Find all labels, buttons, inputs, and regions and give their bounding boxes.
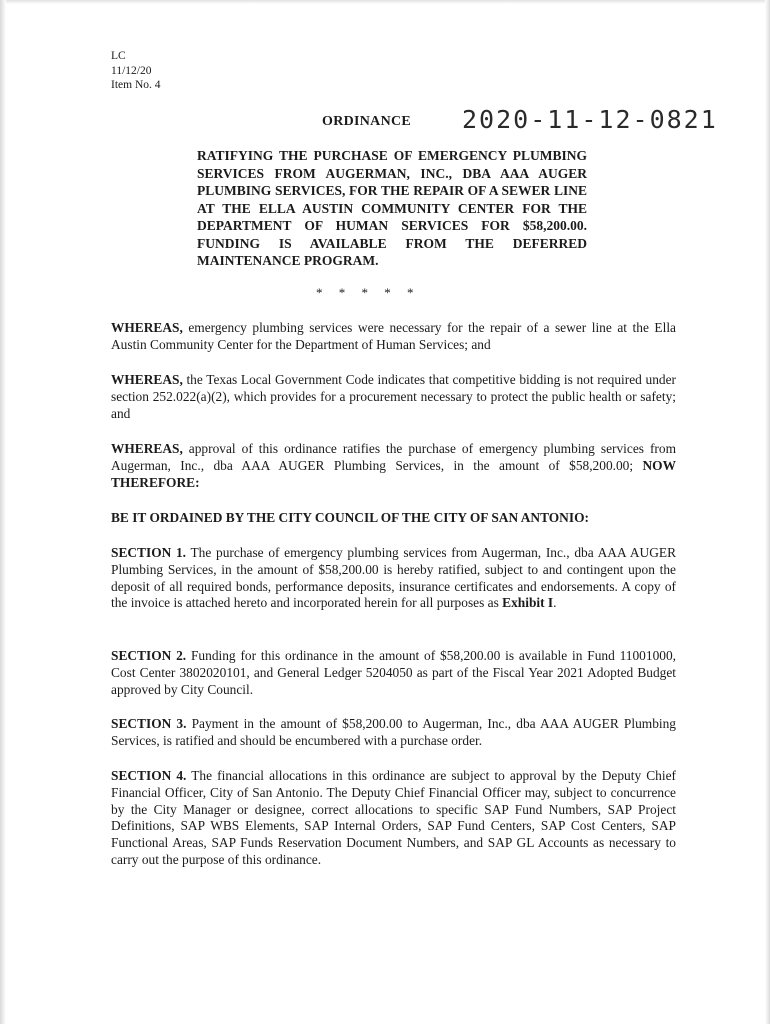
ordinance-label: ORDINANCE	[322, 114, 412, 129]
section-end: .	[553, 595, 557, 611]
header-item-number: Item No. 4	[111, 79, 161, 91]
whereas-clause-2	[111, 372, 676, 422]
whereas-clause-3	[111, 441, 676, 491]
whereas-text: approval of this ordinance ratifies the purchase of emergency plumbing services from Augerman, Inc., dba AAA AUGER Plumbing Services, in the amount of $58,200.00;	[111, 441, 676, 473]
section-text: The purchase of emergency plumbing services from Augerman, Inc., dba AAA AUGER Plumbing Services, in the amount of $58,200.00 is hereby ratified, subject to and contingent upon the deposit of all required bonds, performance deposits, insurance certificates and endorsements. A copy of the invoice is attached hereto and incorporated herein for all purposes as	[111, 545, 676, 611]
whereas-text: the Texas Local Government Code indicates that competitive bidding is not required under section 252.022(a)(2), which provides for a procurement necessary to protect the public health or safety; and	[111, 372, 676, 421]
exhibit-reference: Exhibit I	[502, 595, 554, 611]
section-4	[111, 768, 676, 869]
section-separator: * * * * *	[316, 285, 414, 300]
section-text: Funding for this ordinance in the amount of $58,200.00 is available in Fund 11001000, Cost Center 3802020101, and General Ledger 5204050 as part of the Fiscal Year 2021 Adopted Budget approved by City Council.	[111, 648, 677, 697]
header-initials: LC	[111, 50, 126, 62]
section-text: The financial allocations in this ordinance are subject to approval by the Deputy Chief Financial Officer, City of San Antonio. The Deputy Chief Financial Officer may, subject to concurrence by the City Manager or designee, correct allocations to specific SAP Fund Numbers, SAP Project Definitions, SAP WBS Elements, SAP Internal Orders, SAP Fund Centers, SAP Cost Centers, SAP Functional Areas, SAP Funds Reservation Document Numbers, and SAP GL Accounts as necessary to carry out the purpose of this ordinance.	[111, 768, 676, 867]
section-text: Payment in the amount of $58,200.00 to Augerman, Inc., dba AAA AUGER Plumbing Services, is ratified and should be encumbered with a purchase order.	[111, 716, 676, 748]
whereas-lead: WHEREAS,	[111, 441, 183, 456]
section-3	[111, 716, 676, 750]
header-meta	[111, 49, 161, 93]
section-lead: SECTION 3.	[111, 716, 187, 731]
whereas-lead: WHEREAS,	[111, 320, 183, 335]
ordinance-caption: RATIFYING THE PURCHASE OF EMERGENCY PLUMBING SERVICES FROM AUGERMAN, INC., DBA AAA AUGER PLUMBING SERVICES, FOR THE REPAIR OF A SEWER LINE AT THE ELLA AUSTIN COMMUNITY CENTER FOR THE DEPARTMENT OF HUMAN SERVICES FOR $58,200.00. FUNDING IS AVAILABLE FROM THE DEFERRED MAINTENANCE PROGRAM.	[197, 148, 587, 268]
section-lead: SECTION 1.	[111, 545, 187, 560]
enactment-clause: BE IT ORDAINED BY THE CITY COUNCIL OF THE CITY OF SAN ANTONIO:	[111, 510, 589, 525]
now-therefore: NOW THEREFORE:	[111, 457, 676, 490]
whereas-clause-1	[111, 320, 676, 354]
section-lead: SECTION 4.	[111, 768, 187, 783]
scan-edge-right	[765, 0, 770, 1024]
section-1	[111, 545, 676, 612]
whereas-lead: WHEREAS,	[111, 372, 183, 387]
section-2	[111, 648, 676, 698]
header-date: 11/12/20	[111, 64, 152, 77]
ordinance-number-stamp: 2020-11-12-0821	[462, 105, 718, 134]
section-lead: SECTION 2.	[111, 648, 187, 663]
scan-edge-top	[0, 0, 770, 4]
whereas-text: emergency plumbing services were necessary for the repair of a sewer line at the Ella Austin Community Center for the Department of Human Services; and	[111, 320, 676, 352]
scan-edge-left	[0, 0, 6, 1024]
